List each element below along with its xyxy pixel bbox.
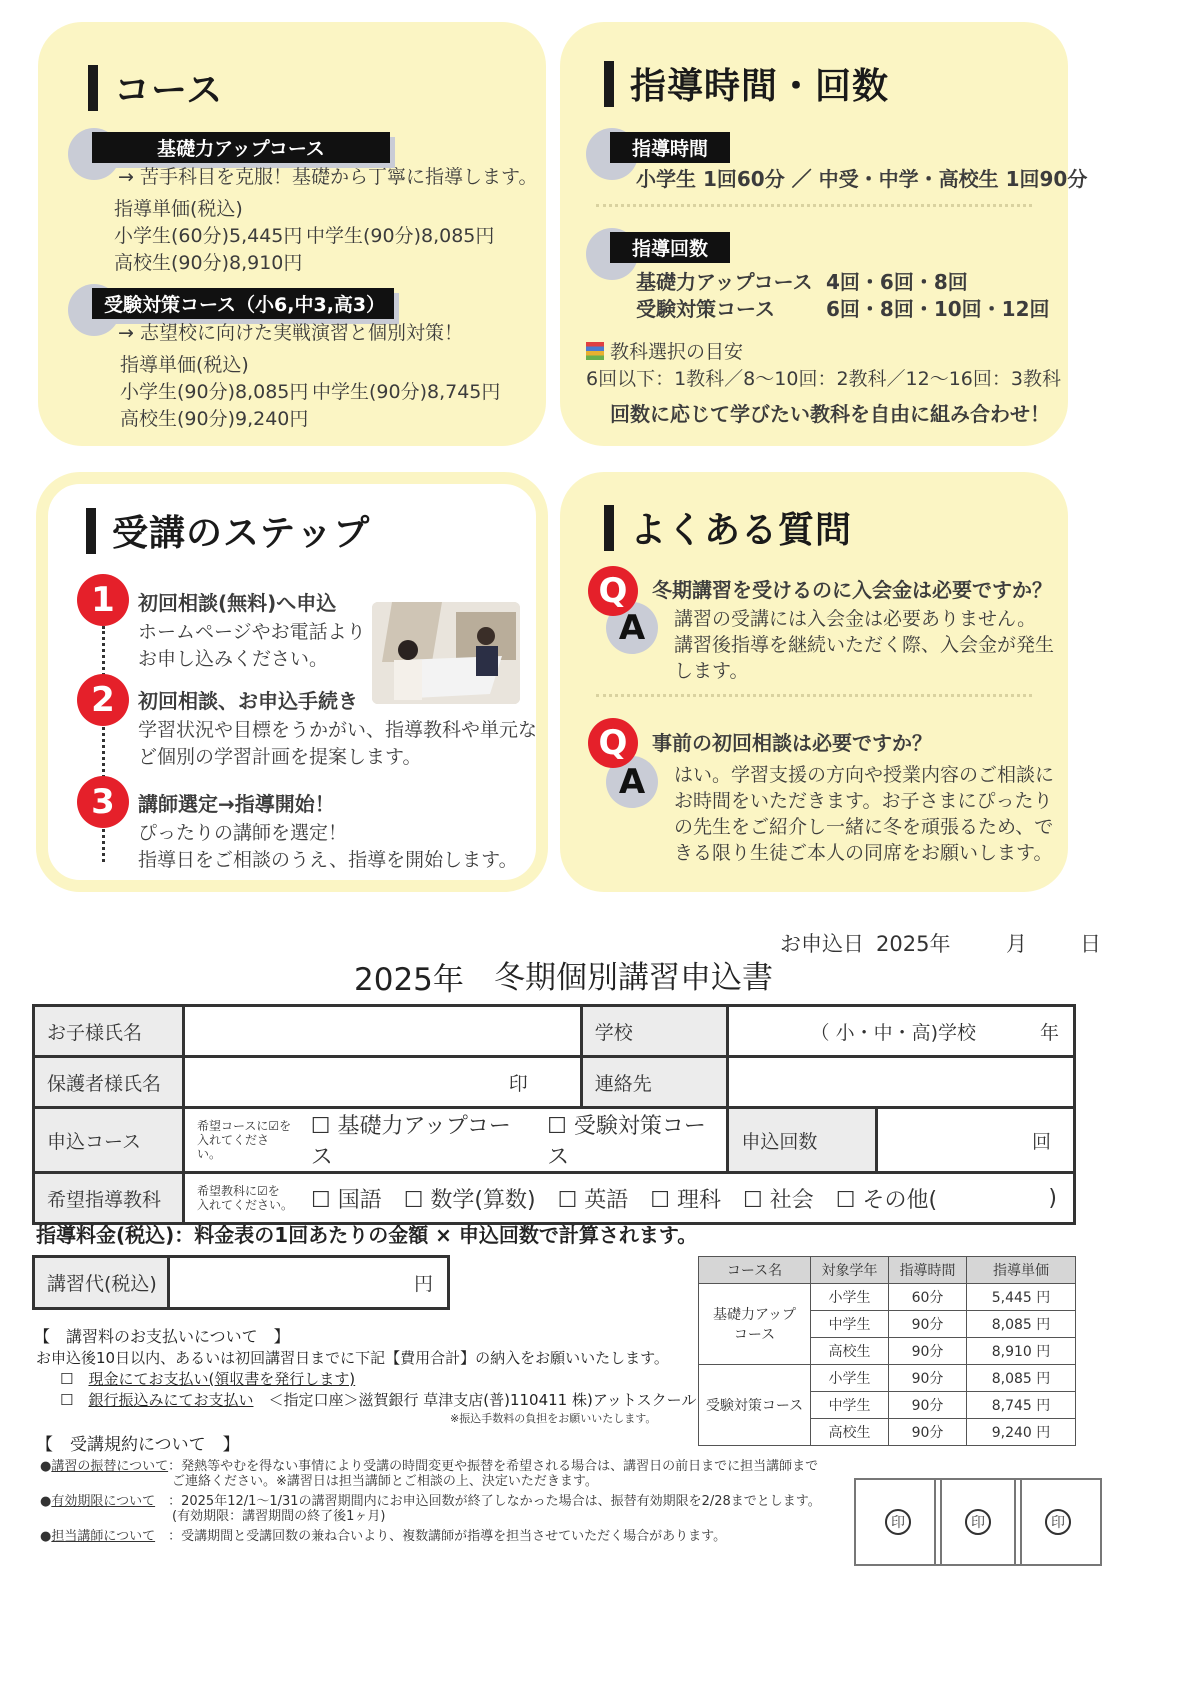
price-header-grade: 対象学年 (811, 1257, 889, 1284)
stamp-mark: 印 (885, 1509, 911, 1535)
faq-2-answer-line2: お時間をいただきます。お子さまにぴったり (674, 790, 1053, 812)
course-options (183, 1108, 727, 1173)
stamp-box-1[interactable] (854, 1478, 942, 1566)
subject-options (183, 1173, 1074, 1224)
payment-option-cash[interactable]: ☐ 現金にてお支払い(領収書を発行します) (60, 1370, 356, 1388)
step-1-line2: お申し込みください。 (138, 648, 329, 670)
basic-course-desc: → 苦手科目を克服！基礎から丁寧に指導します。 (118, 166, 538, 188)
step-2-line2: ど個別の学習計画を提案します。 (138, 746, 422, 768)
fee-label: 講習代(税込) (34, 1257, 169, 1309)
price-cell: 高校生 (811, 1419, 889, 1446)
fee-unit: 円 (413, 1273, 433, 1295)
table-row (699, 1365, 1076, 1392)
date-month[interactable]: 月 (1006, 932, 1027, 956)
price-exam-course: 受験対策コース (699, 1365, 811, 1446)
count-tag (586, 232, 730, 263)
subject-hint-line2: 入れてください。 (196, 1198, 293, 1212)
price-cell: 5,445 円 (967, 1284, 1076, 1311)
question-2-badge: Q (588, 718, 638, 768)
basic-course-label: 基礎力アップコース (92, 132, 390, 163)
bank-account: ＜指定口座＞滋賀銀行 草津支店(普)110411 株)アットスクール (268, 1391, 697, 1409)
price-header-time: 指導時間 (889, 1257, 967, 1284)
subject-label: 希望指導教科 (34, 1173, 184, 1224)
price-cell: 9,240 円 (967, 1419, 1076, 1446)
subject-hint-line1: 希望教科に☑を (196, 1184, 280, 1198)
form-title: 冬期個別講習申込書 (494, 960, 773, 996)
faq-2-question: 事前の初回相談は必要ですか？ (652, 731, 932, 755)
exam-course-desc: → 志望校に向けた実戦演習と個別対策！ (118, 322, 463, 344)
faq-1-answer-line2: 講習後指導を継続いただく際、入会金が発生 (674, 634, 1055, 656)
payment-text: お申込後10日以内、あるいは初回講習日までに下記【費用合計】の納入をお願いいたします。 (36, 1349, 669, 1367)
payment-option-bank-text: 銀行振込みにてお支払い (88, 1391, 254, 1409)
count-tag-label: 指導回数 (610, 232, 730, 263)
guide-text: 6回以下：1教科／8～10回：2教科／12～16回：3教科 (586, 368, 1061, 390)
price-header-course: コース名 (699, 1257, 811, 1284)
child-name-label: お子様氏名 (34, 1006, 184, 1057)
price-table (698, 1256, 1076, 1446)
step-3-title: 講師選定→指導開始！ (138, 792, 335, 816)
table-row (699, 1284, 1076, 1311)
consultation-photo-image (372, 602, 520, 704)
exam-price-elementary: 小学生(90分)8,085円 (120, 381, 309, 403)
price-cell: 小学生 (811, 1365, 889, 1392)
terms-heading: 【 受講規約について 】 (36, 1435, 240, 1455)
course-label: 申込コース (34, 1108, 184, 1173)
step-1-title: 初回相談(無料)へ申込 (138, 591, 337, 615)
time-tag-label: 指導時間 (610, 132, 730, 163)
price-cell: 90分 (889, 1392, 967, 1419)
count-exam-label: 受験対策コース (636, 297, 775, 321)
price-cell: 中学生 (811, 1311, 889, 1338)
answer-1-badge: A (606, 602, 658, 654)
term-1-line1: ：発熱等やむを得ない事情により受講の時間変更や振替を希望される場合は、講習日の前日までに担当講師まで (168, 1459, 819, 1474)
price-cell: 90分 (889, 1311, 967, 1338)
exam-price-middle: 中学生(90分)8,745円 (312, 381, 501, 403)
step-2-badge: 2 (77, 674, 129, 726)
fee-table (32, 1255, 450, 1310)
count-unit: 回 (1031, 1130, 1051, 1153)
count-field[interactable] (877, 1108, 1075, 1173)
exam-price-label: 指導単価(税込) (120, 354, 249, 376)
term-1-label: 講習の振替について (51, 1459, 169, 1474)
date-year[interactable]: 2025年 (876, 932, 951, 956)
price-cell: 高校生 (811, 1338, 889, 1365)
school-field[interactable] (728, 1006, 1075, 1057)
price-cell: 90分 (889, 1419, 967, 1446)
price-cell: 60分 (889, 1284, 967, 1311)
faq-1-answer-line3: します。 (674, 660, 749, 682)
faq-1-question: 冬期講習を受けるのに入会金は必要ですか？ (652, 578, 1052, 602)
child-name-field[interactable] (183, 1006, 581, 1057)
school-label: 学校 (581, 1006, 728, 1057)
course-hint-line2: 入れてください。 (196, 1133, 269, 1161)
time-title-text: 指導時間・回数 (630, 66, 890, 107)
course-panel-title (88, 62, 223, 113)
form-title-year: 2025年 (354, 962, 464, 998)
payment-option-cash-text: 現金にてお支払い(領収書を発行します) (88, 1370, 356, 1388)
exam-course-label: 受験対策コース（小6,中3,高3） (92, 288, 394, 319)
time-panel-title (604, 58, 889, 109)
term-1: ●講習の振替について：発熱等やむを得ない事情により受講の時間変更や振替を希望される場合は、講習日の前日までに担当講師まで (40, 1459, 819, 1474)
term-3: ●担当講師について ：受講期間と受講回数の兼ね合いより、複数講師が指導を担当させていただく場合があります。 (40, 1529, 727, 1544)
step-3-line2: 指導日をご相談のうえ、指導を開始します。 (138, 849, 518, 871)
divider (596, 204, 1032, 207)
exam-course-checkbox[interactable]: ☐ 受験対策コース (547, 1114, 706, 1170)
exam-price-high: 高校生(90分)9,240円 (120, 408, 309, 430)
exam-course-tag (68, 288, 394, 319)
application-form-table (32, 1004, 1076, 1225)
count-label: 申込回数 (728, 1108, 877, 1173)
guide-title (586, 337, 743, 364)
guide-note: 回数に応じて学びたい教科を自由に組み合わせ！ (610, 402, 1050, 426)
stamp-box-2[interactable] (934, 1478, 1022, 1566)
faq-title-text: よくある質問 (630, 510, 853, 551)
price-cell: 8,085 円 (967, 1311, 1076, 1338)
term-2: ●有効期限について ：2025年12/1～1/31の講習期間内にお申込回数が終了しなかった場合は、振替有効期限を2/28までとします。 (40, 1494, 821, 1509)
time-text: 小学生 1回60分 ／ 中受・中学・高校生 1回90分 (636, 167, 1088, 191)
price-cell: 90分 (889, 1338, 967, 1365)
question-1-badge: Q (588, 566, 638, 616)
price-basic-name2: コース (733, 1327, 776, 1343)
title-bar (88, 65, 98, 111)
faq-panel-title (604, 502, 852, 553)
term-1-line2: ご連絡ください。※講習日は担当講師とご相談の上、決定いただきます。 (172, 1474, 598, 1489)
guardian-name-field[interactable] (183, 1057, 581, 1108)
price-cell: 8,085 円 (967, 1365, 1076, 1392)
price-cell: 8,745 円 (967, 1392, 1076, 1419)
price-cell: 小学生 (811, 1284, 889, 1311)
title-bar (604, 61, 614, 107)
price-cell: 90分 (889, 1365, 967, 1392)
faq-2-answer-line1: はい。学習支援の方向や授業内容のご相談に (674, 764, 1055, 786)
school-hint: （ 小・中・高)学校 (810, 1021, 976, 1044)
price-cell: 中学生 (811, 1392, 889, 1419)
step-2-line1: 学習状況や目標をうかがい、指導教科や単元な (138, 719, 538, 741)
fee-formula: 指導料金(税込)：料金表の1回あたりの金額 × 申込回数で計算されます。 (36, 1223, 698, 1247)
price-cell: 8,910 円 (967, 1338, 1076, 1365)
title-bar (604, 505, 614, 551)
step-1-badge: 1 (77, 574, 129, 626)
course-hint-line1: 希望コースに☑を (196, 1119, 292, 1133)
subject-other-close: ) (1048, 1185, 1057, 1211)
basic-price-label: 指導単価(税込) (114, 198, 243, 220)
answer-2-badge: A (606, 756, 658, 808)
step-3-line1: ぴったりの講師を選定！ (138, 822, 348, 844)
contact-field[interactable] (728, 1057, 1075, 1108)
subject-hint (197, 1184, 293, 1212)
payment-option-bank[interactable]: ☐ 銀行振込みにてお支払い ＜指定口座＞滋賀銀行 草津支店(普)110411 株)アットスクール (60, 1391, 697, 1409)
payment-heading: 【 講習料のお支払いについて 】 (34, 1327, 290, 1346)
step-2-title: 初回相談、お申込手続き (138, 689, 358, 713)
stamp-mark: 印 (965, 1509, 991, 1535)
course-hint (197, 1119, 293, 1161)
step-1-line1: ホームページやお電話より (138, 621, 366, 643)
count-basic-label: 基礎力アップコース (636, 270, 813, 294)
stamp-mark: 印 (1045, 1509, 1071, 1535)
guardian-seal-mark: 印 (508, 1072, 528, 1095)
stamp-box-3[interactable] (1014, 1478, 1102, 1566)
steps-panel-title (86, 505, 370, 556)
basic-price-high: 高校生(90分)8,910円 (114, 252, 303, 274)
grade-unit: 年 (1039, 1021, 1059, 1044)
books-icon (586, 342, 604, 360)
guide-title-text: 教科選択の目安 (610, 341, 744, 363)
faq-1-answer-line1: 講習の受講には入会金は必要ありません。 (674, 608, 1037, 630)
contact-label: 連絡先 (581, 1057, 728, 1108)
consultation-photo (372, 602, 520, 704)
term-3-line1: ：受講期間と受講回数の兼ね合いより、複数講師が指導を担当させていただく場合があります。 (168, 1529, 727, 1544)
basic-price-middle: 中学生(90分)8,085円 (306, 225, 495, 247)
faq-2-answer-line4: きる限り生徒ご本人の同席をお願いします。 (674, 842, 1053, 864)
faq-2-answer-line3: の先生をご紹介し一緒に冬を頑張るため、で (674, 816, 1054, 838)
basic-course-tag (68, 132, 390, 163)
basic-course-checkbox[interactable]: ☐ 基礎力アップコース (310, 1114, 511, 1170)
price-basic-course (699, 1284, 811, 1365)
step-3-badge: 3 (77, 776, 129, 828)
steps-title-text: 受講のステップ (112, 513, 371, 554)
count-exam-values: 6回・8回・10回・12回 (826, 297, 1050, 321)
title-bar (86, 508, 96, 554)
term-2-line1: ：2025年12/1～1/31の講習期間内にお申込回数が終了しなかった場合は、振替有効期限を2/28までとします。 (168, 1494, 821, 1509)
date-day[interactable]: 日 (1080, 932, 1101, 956)
subject-checkboxes[interactable]: ☐ 国語 ☐ 数学(算数) ☐ 英語 ☐ 理科 ☐ 社会 ☐ その他( (310, 1187, 938, 1213)
guardian-name-label: 保護者様氏名 (34, 1057, 184, 1108)
course-title-text: コース (114, 70, 224, 111)
basic-price-elementary: 小学生(60分)5,445円 (114, 225, 303, 247)
divider (596, 694, 1032, 697)
fee-field[interactable] (169, 1257, 449, 1309)
price-header-price: 指導単価 (967, 1257, 1076, 1284)
term-2-label: 有効期限について (51, 1494, 156, 1509)
term-3-label: 担当講師について (51, 1529, 156, 1544)
date-label: お申込日 (780, 932, 864, 956)
term-2-line2: (有効期限：講習期間の終了後1ヶ月) (172, 1509, 386, 1524)
price-basic-name1: 基礎力アップ (712, 1307, 797, 1323)
time-tag (586, 132, 730, 163)
payment-note: ※振込手数料の負担をお願いいたします。 (450, 1412, 657, 1425)
count-basic-values: 4回・6回・8回 (826, 270, 968, 294)
